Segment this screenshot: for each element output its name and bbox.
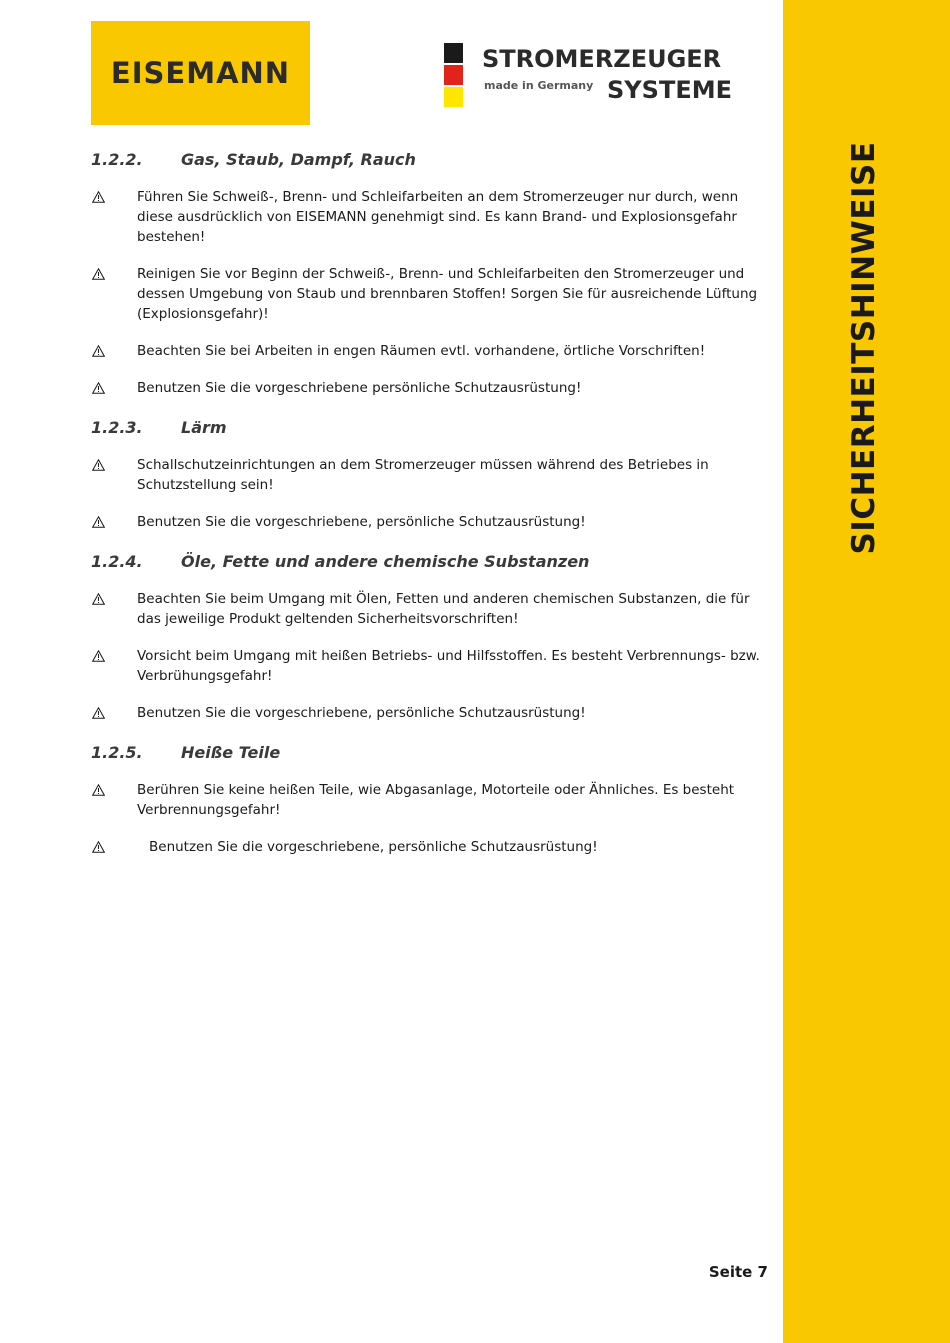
warning-item: [91, 703, 771, 723]
warning-text: Vorsicht beim Umgang mit heißen Betriebs- und Hilfsstoffen. Es besteht Verbrennungs- bzw. Verbrühungsgefahr!: [137, 648, 760, 684]
warning-item: [91, 455, 771, 495]
brand-title-line1: STROMERZEUGER: [482, 45, 722, 73]
warning-text: Reinigen Sie vor Beginn der Schweiß-, Brenn- und Schleifarbeiten den Stromerzeuger und dessen Umgebung von Staub und brennbaren Stoffen! Sorgen Sie für ausreichende Lüftung (Explosionsgefahr)!: [137, 266, 758, 322]
section-title: Lärm: [181, 418, 227, 437]
warning-item: [91, 341, 771, 361]
section-number: 1.2.3.: [91, 418, 143, 437]
sidebar-title: SICHERHEITSHINWEISE: [846, 141, 882, 555]
section-number: 1.2.2.: [91, 150, 143, 169]
warning-triangle-icon: [91, 703, 137, 723]
warning-item: [91, 837, 771, 857]
warning-text: Führen Sie Schweiß-, Brenn- und Schleifarbeiten an dem Stromerzeuger nur durch, wenn diese ausdrücklich von EISEMANN genehmigt sind. Es kann Brand- und Explosionsgefahr bestehen!: [137, 189, 739, 245]
warning-text: Beachten Sie bei Arbeiten in engen Räumen evtl. vorhandene, örtliche Vorschriften!: [137, 343, 706, 359]
section-title: Heiße Teile: [181, 743, 281, 762]
german-flag-icon: [444, 43, 463, 109]
warning-triangle-icon: [91, 780, 137, 820]
warning-triangle-icon: [91, 512, 137, 532]
warning-item: [91, 589, 771, 629]
warning-item: [91, 264, 771, 324]
warning-item: [91, 512, 771, 532]
section-heading: [91, 740, 771, 766]
warning-text: Berühren Sie keine heißen Teile, wie Abgasanlage, Motorteile oder Ähnliches. Es besteht Verbrennungsgefahr!: [137, 782, 735, 818]
warning-text: Benutzen Sie die vorgeschriebene, persönliche Schutzausrüstung!: [137, 514, 586, 530]
warning-item: [91, 378, 771, 398]
section-title: Gas, Staub, Dampf, Rauch: [181, 150, 416, 169]
warning-text: Benutzen Sie die vorgeschriebene, persönliche Schutzausrüstung!: [137, 705, 586, 721]
warning-text: Beachten Sie beim Umgang mit Ölen, Fetten und anderen chemischen Substanzen, die für das jeweilige Produkt geltenden Sicherheitsvorschriften!: [137, 591, 750, 627]
warning-triangle-icon: [91, 378, 137, 398]
section-heading: [91, 147, 771, 173]
warning-triangle-icon: [91, 589, 137, 629]
brand-tagline: made in Germany: [484, 79, 594, 92]
warning-item: [91, 646, 771, 686]
warning-triangle-icon: [91, 455, 137, 495]
warning-triangle-icon: [91, 264, 137, 324]
section-number: 1.2.4.: [91, 552, 143, 571]
section-heading: [91, 549, 771, 575]
page-number: Seite 7: [708, 1263, 768, 1281]
warning-triangle-icon: [91, 187, 137, 247]
logo-text: EISEMANN: [110, 56, 291, 90]
brand-title-line2: SYSTEME: [607, 76, 732, 104]
warning-text: Benutzen Sie die vorgeschriebene, persönliche Schutzausrüstung!: [149, 839, 598, 855]
warning-triangle-icon: [91, 646, 137, 686]
warning-text: Schallschutzeinrichtungen an dem Stromerzeuger müssen während des Betriebes in Schutzstellung sein!: [137, 457, 709, 493]
section-number: 1.2.5.: [91, 743, 143, 762]
warning-text: Benutzen Sie die vorgeschriebene persönliche Schutzausrüstung!: [137, 380, 582, 396]
warning-item: [91, 780, 771, 820]
document-body: [91, 147, 771, 874]
eisemann-logo: [91, 21, 310, 125]
section-title: Öle, Fette und andere chemische Substanzen: [181, 552, 590, 571]
warning-triangle-icon: [91, 341, 137, 361]
warning-triangle-icon: [91, 837, 137, 857]
section-heading: [91, 415, 771, 441]
warning-item: [91, 187, 771, 247]
